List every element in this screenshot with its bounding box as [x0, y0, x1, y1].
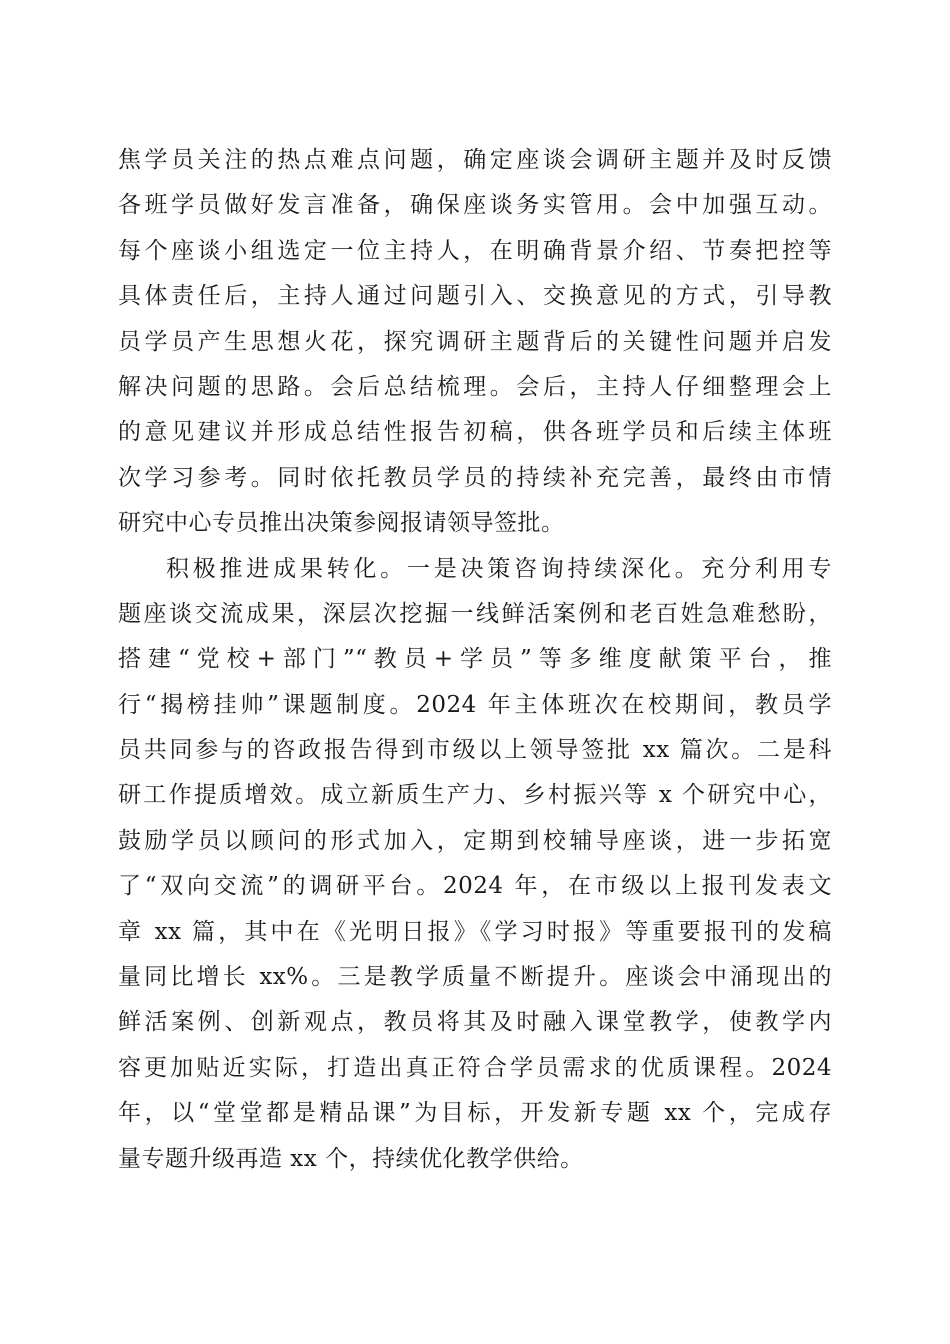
text-line: 具体责任后，主持人通过问题引入、交换意见的方式，引导教 — [118, 283, 832, 310]
text-line: 鲜活案例、创新观点，教员将其及时融入课堂教学，使教学内 — [118, 1009, 832, 1036]
document-body — [118, 138, 832, 1182]
text-line: 量同比增长 xx%。三是教学质量不断提升。座谈会中涌现出的 — [118, 964, 832, 991]
text-line: 的意见建议并形成总结性报告初稿，供各班学员和后续主体班 — [118, 419, 832, 446]
text-line: 容更加贴近实际，打造出真正符合学员需求的优质课程。2024 — [118, 1054, 832, 1081]
paragraph-1 — [118, 138, 832, 547]
text-line: 年，以“堂堂都是精品课”为目标，开发新专题 xx 个，完成存 — [118, 1100, 832, 1127]
text-line: 焦学员关注的热点难点问题，确定座谈会调研主题并及时反馈 — [118, 147, 832, 173]
text-line: 章 xx 篇，其中在《光明日报》《学习时报》等重要报刊的发稿 — [118, 918, 832, 945]
text-line: 员共同参与的咨政报告得到市级以上领导签批 xx 篇次。二是科 — [118, 737, 832, 764]
text-line: 研究中心专员推出决策参阅报请领导签批。 — [118, 510, 565, 537]
text-line: 次学习参考。同时依托教员学员的持续补充完善，最终由市情 — [118, 464, 832, 491]
text-line: 鼓励学员以顾问的形式加入，定期到校辅导座谈，进一步拓宽 — [118, 827, 832, 854]
text-line: 题座谈交流成果，深层次挖掘一线鲜活案例和老百姓急难愁盼， — [118, 600, 832, 627]
text-line: 搭建“党校+部门”“教员+学员”等多维度献策平台，推 — [118, 646, 832, 673]
text-line: 解决问题的思路。会后总结梳理。会后，主持人仔细整理会上 — [118, 373, 832, 400]
paragraph-2 — [118, 547, 832, 1182]
text-line: 了“双向交流”的调研平台。2024 年，在市级以上报刊发表文 — [118, 873, 832, 900]
text-line: 各班学员做好发言准备，确保座谈务实管用。会中加强互动。 — [118, 192, 832, 219]
text-line: 量专题升级再造 xx 个，持续优化教学供给。 — [118, 1145, 584, 1172]
text-line: 员学员产生思想火花，探究调研主题背后的关键性问题并启发 — [118, 328, 832, 355]
text-line: 每个座谈小组选定一位主持人，在明确背景介绍、节奏把控等 — [118, 237, 832, 264]
text-line: 研工作提质增效。成立新质生产力、乡村振兴等 x 个研究中心， — [118, 782, 832, 809]
paragraph-heading-line: 积极推进成果转化。一是决策咨询持续深化。充分利用专 — [166, 555, 832, 582]
text-line: 行“揭榜挂帅”课题制度。2024 年主体班次在校期间，教员学 — [118, 691, 832, 718]
